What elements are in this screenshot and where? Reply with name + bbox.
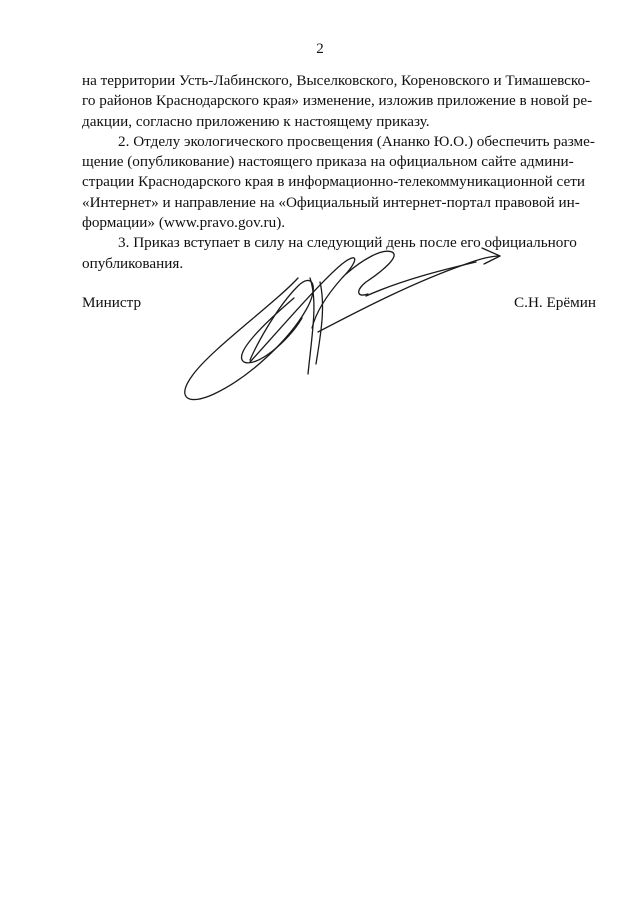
text-line: формации» (www.pravo.gov.ru).	[82, 214, 286, 232]
page-number: 2	[316, 41, 324, 57]
paragraph-2	[82, 132, 597, 233]
text-line: 2. Отделу экологического просвещения (Ананко Ю.О.) обеспечить разме-	[118, 132, 595, 150]
paragraph-1	[82, 71, 597, 132]
signer-name: С.Н. Ерёмин	[514, 294, 596, 311]
text-line: страции Краснодарского края в информационно-телекоммуникационной сети	[82, 173, 585, 191]
text-line: «Интернет» и направление на «Официальный интернет-портал правовой ин-	[82, 193, 580, 211]
handwritten-signature	[170, 238, 510, 406]
text-line: опубликования.	[82, 254, 184, 272]
text-line: го районов Краснодарского края» изменение, изложив приложение в новой ре-	[82, 92, 593, 110]
text-line: щение (опубликование) настоящего приказа на официальном сайте админи-	[82, 153, 574, 171]
signer-title: Министр	[82, 294, 142, 311]
text-line: 3. Приказ вступает в силу на следующий день после его официального	[118, 234, 577, 252]
text-line: на территории Усть-Лабинского, Выселковского, Кореновского и Тимашевско-	[82, 72, 591, 89]
text-line: дакции, согласно приложению к настоящему приказу.	[82, 112, 430, 130]
